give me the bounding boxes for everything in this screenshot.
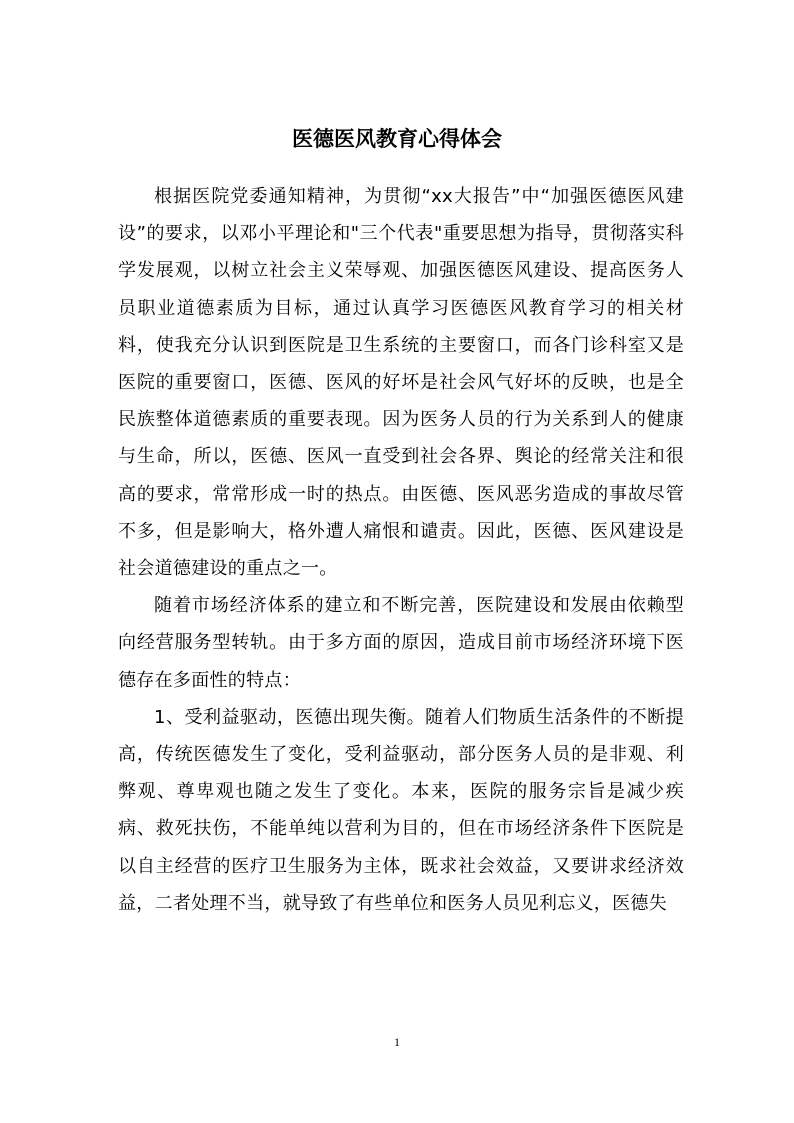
paragraph: 根据医院党委通知精神，为贯彻“xx大报告”中“加强医德医风建设”的要求，以邓小平理论和"三个代表"重要思想为指导，贯彻落实科学发展观，以树立社会主义荣辱观、加强医德医风建设、提高医务人员职业道德素质为目标，通过认真学习医德医风教育学习的相关材料，使我充分认识到医院是卫生系统的主要窗口，而各门诊科室又是医院的重要窗口，医德、医风的好坏是社会风气好坏的反映，也是全民族整体道德素质的重要表现。因为医务人员的行为关系到人的健康与生命，所以，医德、医风一直受到社会各界、舆论的经常关注和很高的要求，常常形成一时的热点。由医德、医风恶劣造成的事故尽管不多，但是影响大，格外遭人痛恨和谴责。因此，医德、医风建设是社会道德建设的重点之一。 — [118, 186, 684, 580]
page-number: 1 — [394, 1035, 400, 1049]
paragraph: 1、受利益驱动，医德出现失衡。随着人们物质生活条件的不断提高，传统医德发生了变化，受利益驱动，部分医务人员的是非观、利弊观、尊卑观也随之发生了变化。本来，医院的服务宗旨是减少疾病、救死扶伤，不能单纯以营利为目的，但在市场经济条件下医院是以自主经营的医疗卫生服务为主体，既求社会效益，又要讲求经济效益，二者处理不当，就导致了有些单位和医务人员见利忘义，医德失 — [118, 706, 684, 914]
document-body — [118, 178, 684, 922]
page-title: 医德医风教育心得体会 — [292, 127, 502, 151]
paragraph: 随着市场经济体系的建立和不断完善，医院建设和发展由依赖型向经营服务型转轨。由于多方面的原因，造成目前市场经济环境下医德存在多面性的特点： — [118, 595, 684, 691]
